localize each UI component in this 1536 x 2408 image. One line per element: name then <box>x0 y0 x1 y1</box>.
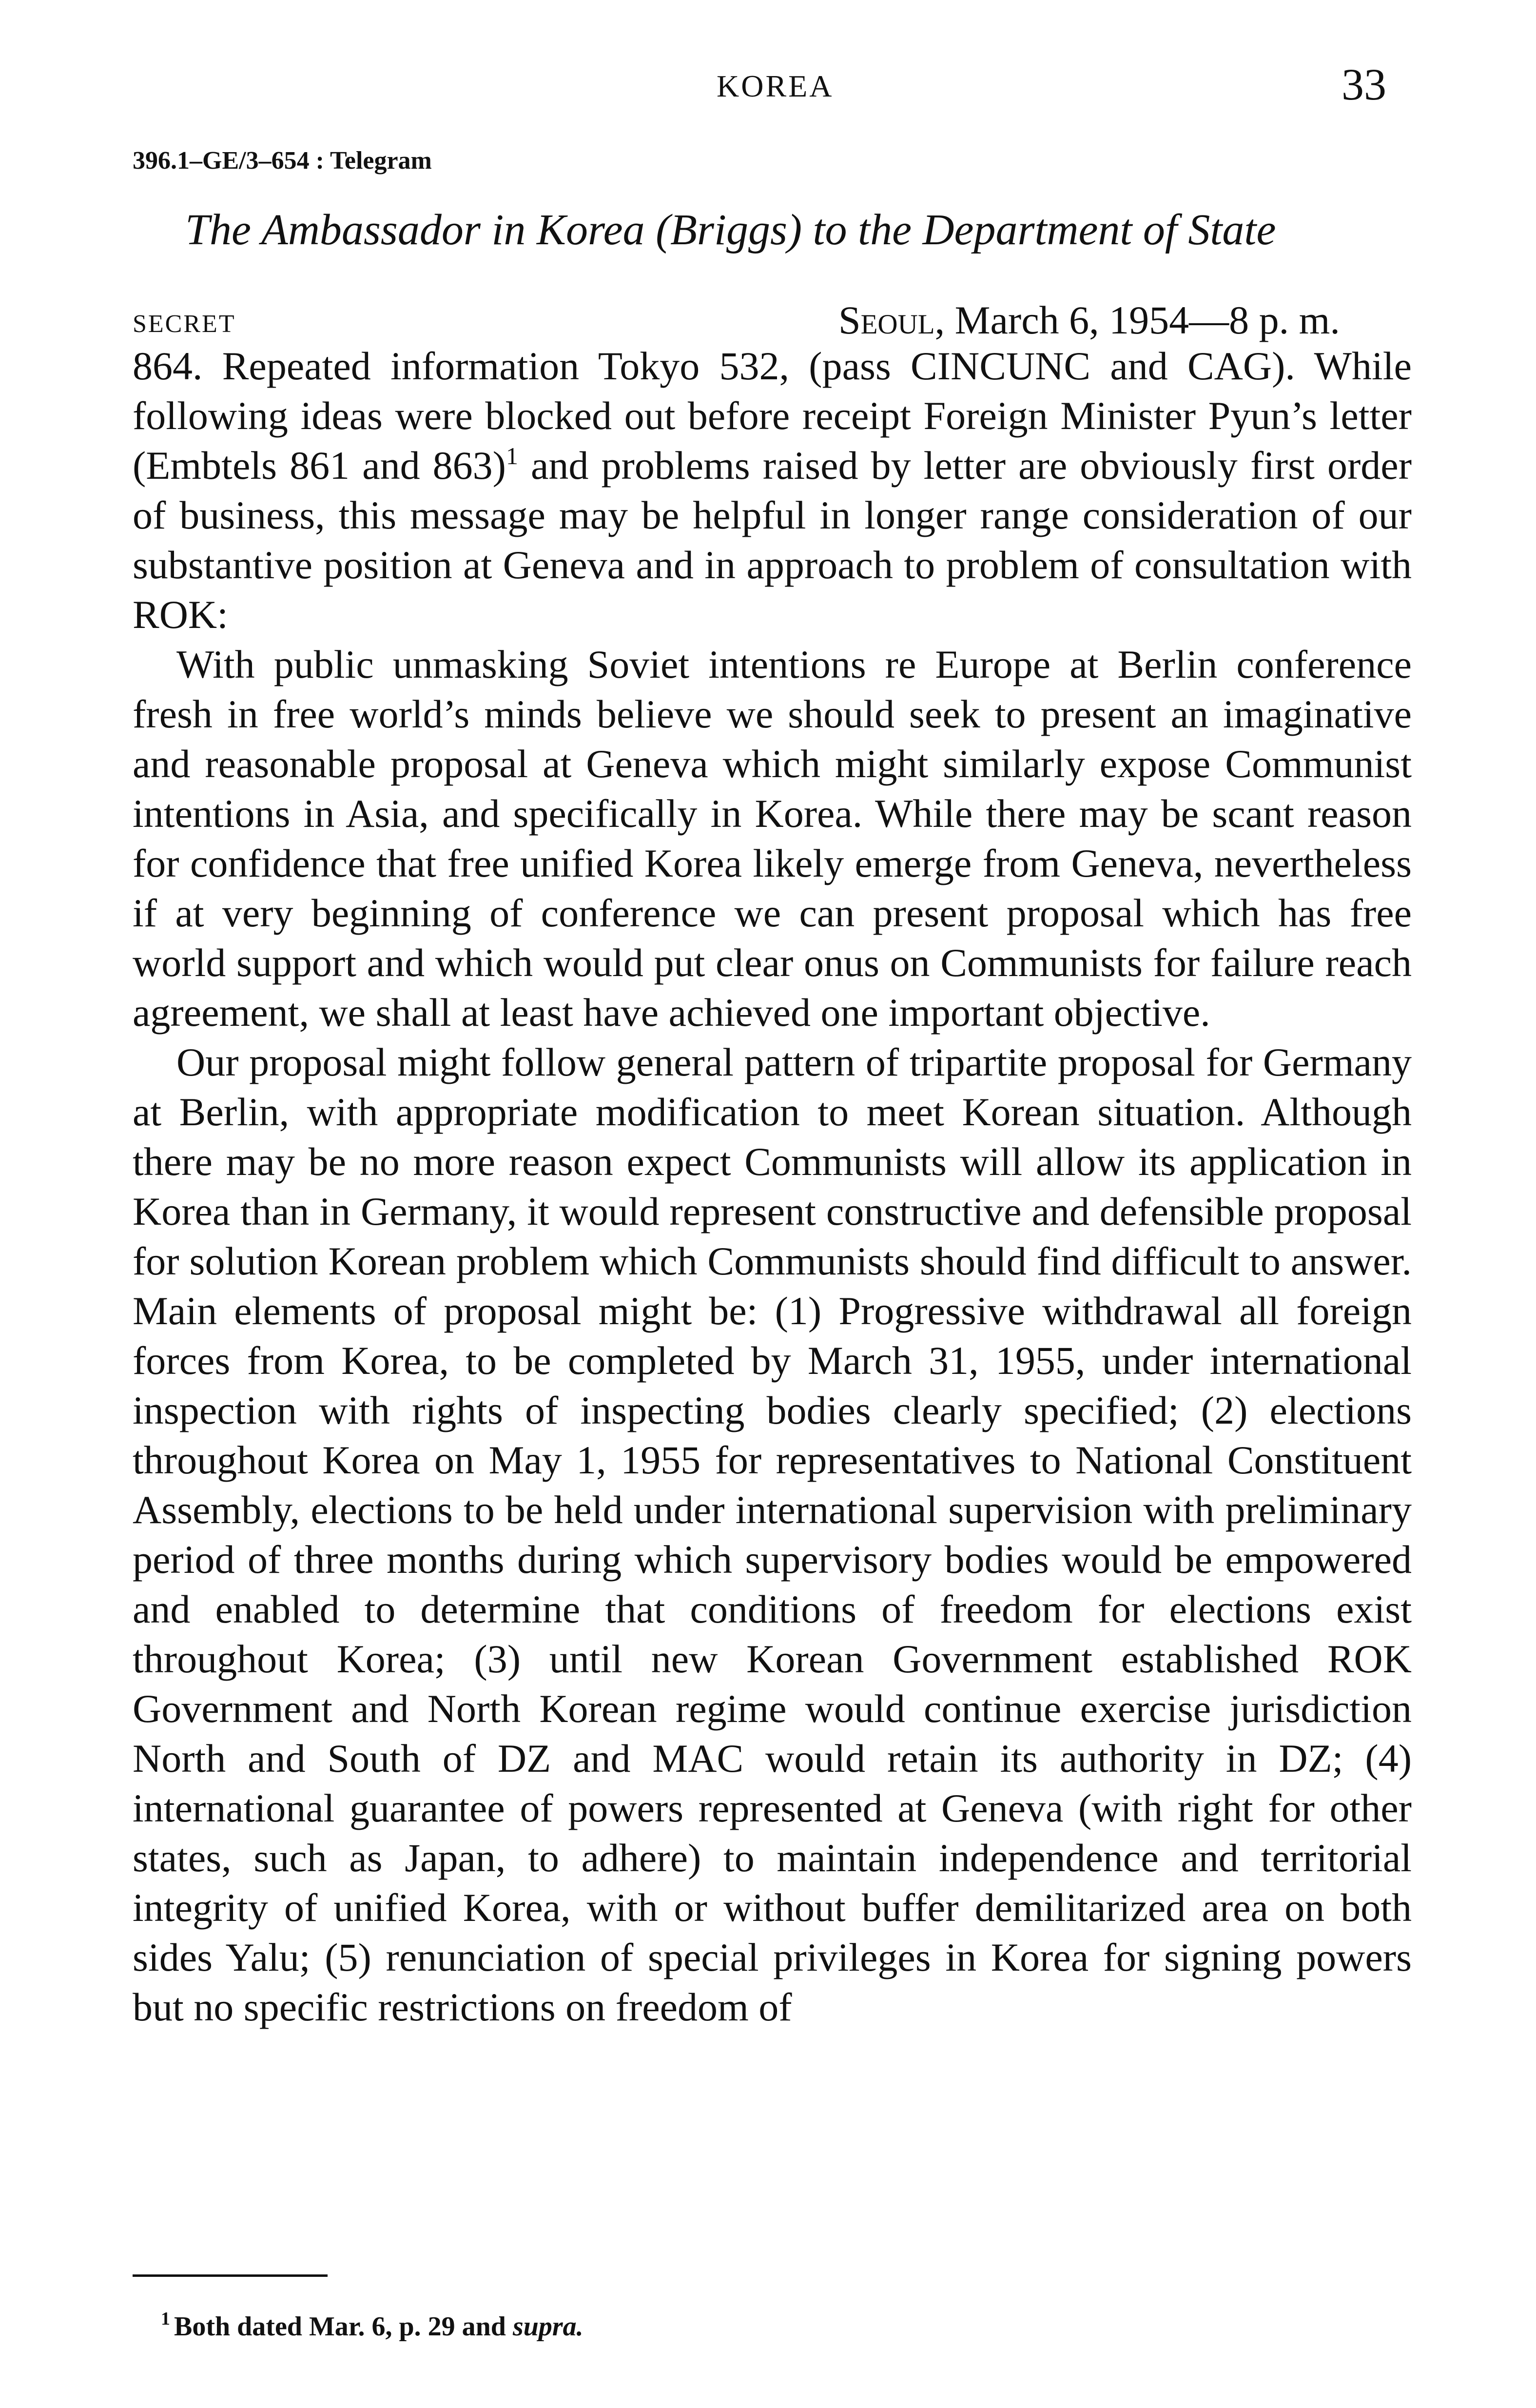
body-paragraph-1 <box>133 341 1412 640</box>
dateline-date: , March 6, 1954—8 p. m. <box>934 298 1340 342</box>
footnote-rule <box>133 2274 328 2277</box>
classification-label: SECRET <box>133 310 236 338</box>
footnote-reference: 1 <box>506 442 518 470</box>
footnote-mark: 1 <box>161 2309 170 2329</box>
paragraph-1-text-b: and problems raised by letter are obviously first order of business, this message may be helpful in longer range consideration of our substantive position at Geneva and in approach to problem of consultation with ROK: <box>133 443 1412 637</box>
body-paragraph-3: Our proposal might follow general pattern of tripartite proposal for Germany at Berlin, with appropriate modification to meet Korean situation. Although there may be no more reason expect Communists will allow its application in Korea than in Germany, it would represent constructive and defensible proposal for solution Korean problem which Communists should find difficult to answer. Main elements of proposal might be: (1) Progressive withdrawal all foreign forces from Korea, to be completed by March 31, 1955, under international inspection with rights of inspecting bodies clearly specified; (2) elections throughout Korea on May 1, 1955 for representatives to National Constituent Assembly, elections to be held under international supervision with preliminary period of three months during which supervisory bodies would be empowered and enabled to determine that conditions of freedom for elections exist throughout Korea; (3) until new Korean Government established ROK Government and North Korean regime would continue exercise jurisdiction North and South of DZ and MAC would retain its authority in DZ; (4) international guarantee of powers represented at Geneva (with right for other states, such as Japan, to adhere) to maintain independence and territorial integrity of unified Korea, with or without buffer demilitarized area on both sides Yalu; (5) renunciation of special privileges in Korea for signing powers but no specific restrictions on freedom of <box>133 1040 1412 2029</box>
body-paragraph-2: With public unmasking Soviet intentions re Europe at Berlin conference fresh in free world’s minds believe we should seek to present an imaginative and reasonable proposal at Geneva which might similarly expose Communist intentions in Asia, and specifically in Korea. While there may be scant reason for confidence that free unified Korea likely emerge from Geneva, nevertheless if at very beginning of conference we can present proposal which has free world support and which would put clear onus on Communists for failure reach agreement, we shall at least have achieved one important objective. <box>133 642 1412 1035</box>
dateline-city: Seoul <box>838 298 935 342</box>
footnote-text: Both dated Mar. 6, p. 29 and <box>174 2311 513 2342</box>
document-file-number: 396.1–GE/3–654 : Telegram <box>133 147 432 175</box>
document-title: The Ambassador in Korea (Briggs) to the Department of State <box>185 206 1276 254</box>
running-head <box>0 59 1536 117</box>
footnote <box>161 2311 583 2342</box>
running-title: KOREA <box>717 69 834 103</box>
dateline <box>838 297 1340 343</box>
paragraph-1-text-a: 864. Repeated information Tokyo 532, (pass CINCUNC and CAG). While following ideas were blocked out before receipt Foreign Minister Pyun’s letter (Embtels 861 and 863) <box>133 344 1412 488</box>
footnote-italic-text: supra. <box>512 2311 583 2342</box>
page-number: 33 <box>1342 59 1386 109</box>
telegram-body <box>133 341 1412 2032</box>
